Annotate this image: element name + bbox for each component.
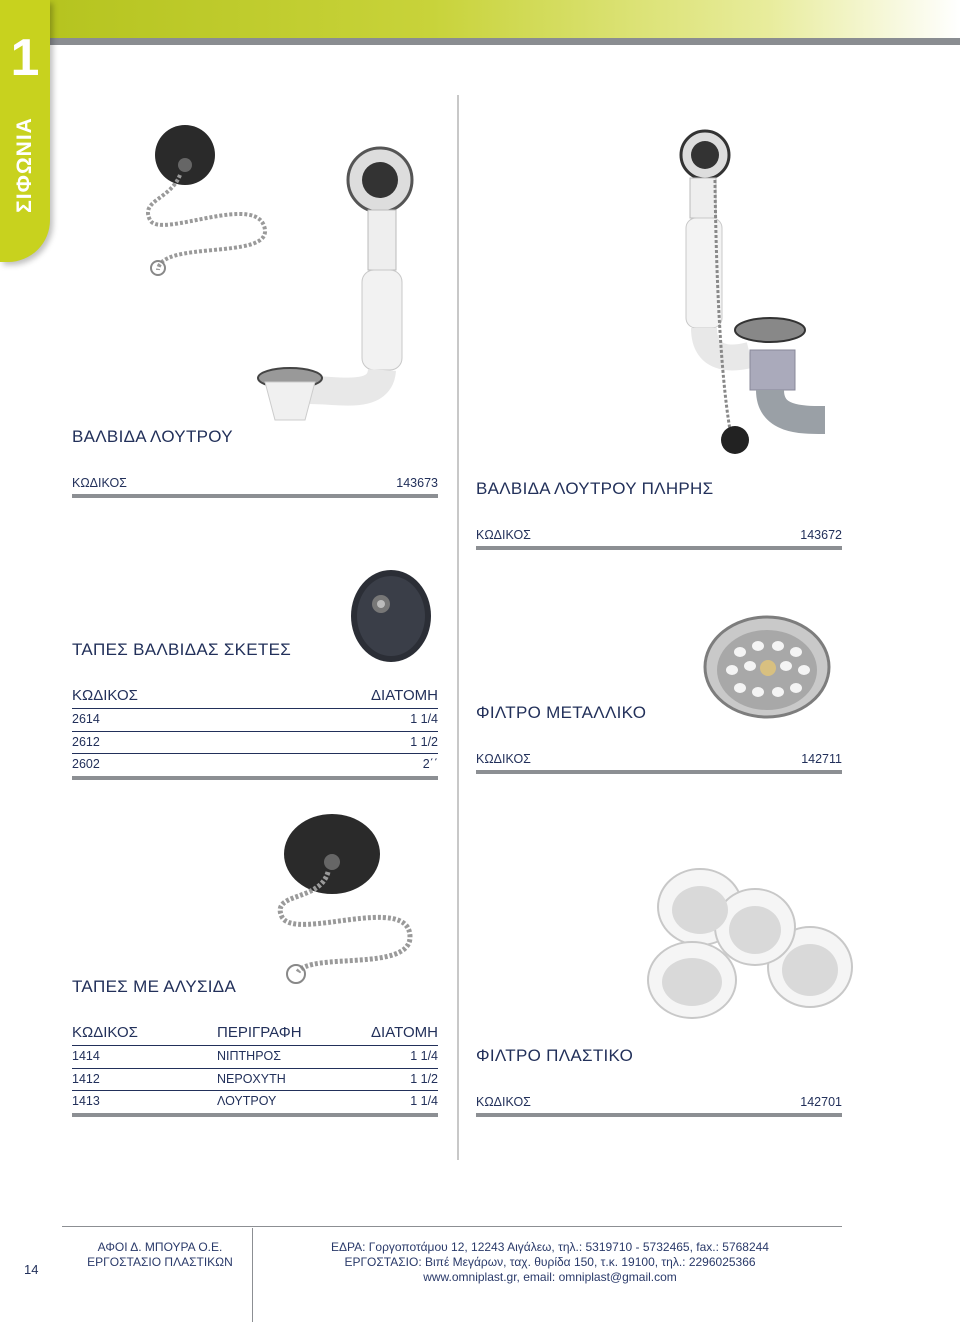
plastic-filter-image [640,862,855,1022]
address-head-office: ΕΔΡΑ: Γοργοποτάμου 12, 12243 Αιγάλεω, τηλ.: 5319710 - 5732465, fax.: 5768244 [331,1240,769,1254]
table-row [72,709,438,732]
code-value: 142711 [801,752,842,766]
cell-code: 2614 [72,712,100,726]
code-row-metal-filter [476,750,842,774]
code-value: 142701 [800,1095,842,1109]
table-row [72,1046,438,1069]
cell-diameter: 1 1/2 [410,734,438,749]
section-label: ΣΙΦΩΝΙΑ [13,117,36,213]
cell-code: 1412 [72,1071,100,1086]
plain-plug-image [345,562,437,670]
table-header [72,687,438,709]
code-value: 143672 [800,528,842,542]
header-diameter: ΔΙΑΤΟΜΗ [371,1024,438,1041]
bath-valve-image [140,120,440,440]
cell-description: ΝΕΡΟΧΥΤΗ [217,1071,286,1086]
metal-filter-image [700,612,835,722]
product-title-metal-filter: ΦΙΛΤΡΟ ΜΕΤΑΛΛΙΚΟ [476,703,647,722]
product-title-bath-valve-full: ΒΑΛΒΙΔΑ ΛΟΥΤΡΟΥ ΠΛΗΡΗΣ [476,479,714,498]
cell-description: ΛΟΥΤΡΟΥ [217,1094,277,1108]
footer-address [300,1240,800,1285]
code-value: 143673 [396,476,438,490]
cell-diameter: 1 1/2 [410,1071,438,1086]
top-bar [0,0,960,38]
code-label: ΚΩΔΙΚΟΣ [476,1095,531,1109]
company-subtitle: ΕΡΓΟΣΤΑΣΙΟ ΠΛΑΣΤΙΚΩΝ [87,1255,233,1269]
table-row [72,754,438,780]
code-label: ΚΩΔΙΚΟΣ [72,476,127,490]
code-row-plastic-filter [476,1093,842,1117]
code-row-bath-valve-full [476,526,842,550]
cell-diameter: 2΄΄ [422,757,438,771]
cell-diameter: 1 1/4 [410,1049,438,1063]
table-row [72,732,438,755]
address-web: www.omniplast.gr, email: omniplast@gmail.com [423,1270,677,1284]
header-code: ΚΩΔΙΚΟΣ [72,687,138,704]
product-title-chain-plugs: ΤΑΠΕΣ ΜΕ ΑΛΥΣΙΔΑ [72,977,237,996]
section-tab [0,0,50,262]
chain-plug-image [270,812,430,990]
code-label: ΚΩΔΙΚΟΣ [476,528,531,542]
footer-rule [62,1226,842,1227]
footer-company [80,1240,240,1270]
table-row [72,1091,438,1117]
product-title-plain-plugs: ΤΑΠΕΣ ΒΑΛΒΙΔΑΣ ΣΚΕΤΕΣ [72,640,292,659]
header-rule [50,38,960,45]
cell-code: 2612 [72,734,100,749]
header-code: ΚΩΔΙΚΟΣ [72,1024,138,1041]
plain-plugs-table [72,687,438,780]
cell-code: 1414 [72,1049,100,1063]
code-row-bath-valve [72,474,438,498]
section-number: 1 [10,29,40,87]
table-header [72,1024,438,1046]
product-title-plastic-filter: ΦΙΛΤΡΟ ΠΛΑΣΤΙΚΟ [476,1046,634,1065]
page-number: 14 [24,1262,39,1277]
header-diameter: ΔΙΑΤΟΜΗ [371,687,438,704]
header-description: ΠΕΡΙΓΡΑΦΗ [217,1024,302,1041]
address-factory: ΕΡΓΟΣΤΑΣΙΟ: Βιπέ Μεγάρων, ταχ. θυρίδα 150, τ.κ. 19100, τηλ.: 2296025366 [344,1255,756,1269]
table-row [72,1069,438,1092]
cell-code: 1413 [72,1094,100,1108]
company-name: ΑΦΟΙ Δ. ΜΠΟΥΡΑ Ο.Ε. [97,1240,223,1254]
cell-diameter: 1 1/4 [410,1094,438,1108]
cell-diameter: 1 1/4 [410,712,438,726]
code-label: ΚΩΔΙΚΟΣ [476,752,531,766]
left-margin [6,262,14,1322]
column-divider [457,95,459,1160]
bath-valve-full-image [660,120,850,465]
product-title-bath-valve: ΒΑΛΒΙΔΑ ΛΟΥΤΡΟΥ [72,427,233,446]
cell-code: 2602 [72,757,100,771]
footer-divider [252,1228,253,1322]
chain-plugs-table [72,1024,438,1117]
cell-description: ΝΙΠΤΗΡΟΣ [217,1049,281,1063]
